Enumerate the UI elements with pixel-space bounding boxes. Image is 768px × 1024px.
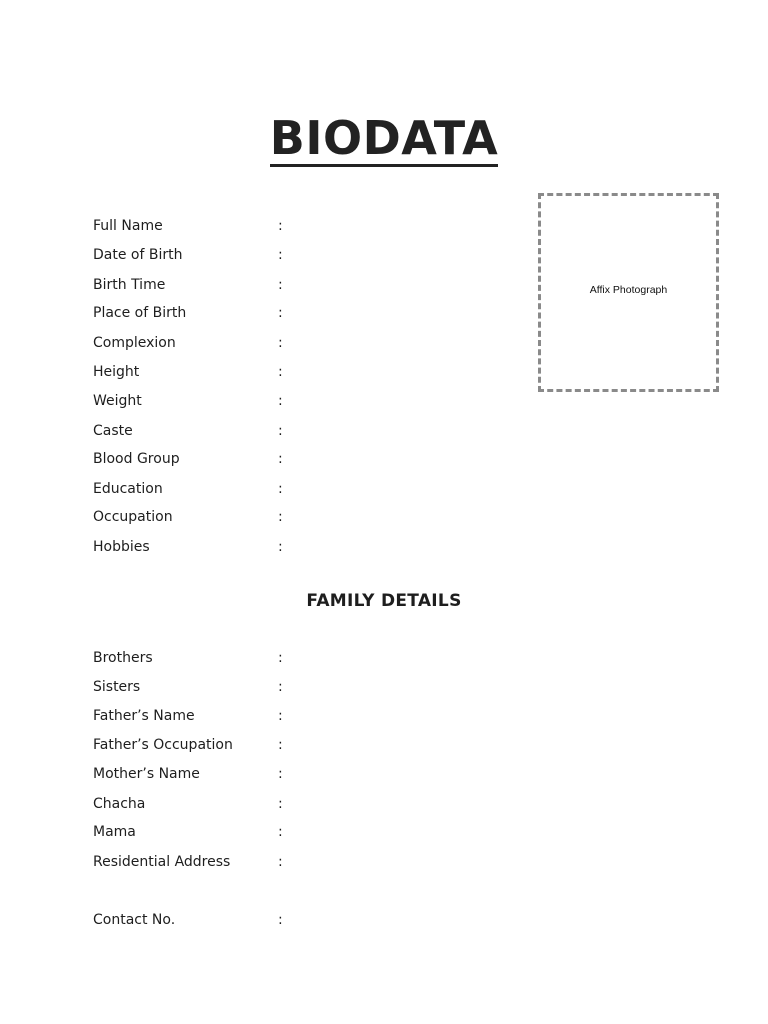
field-row-hobbies [93, 536, 393, 558]
field-label: Father’s Occupation [93, 737, 233, 753]
field-separator: : [278, 912, 283, 928]
field-row-residential-address [93, 851, 393, 873]
field-separator: : [278, 539, 283, 555]
field-separator: : [278, 218, 283, 234]
field-separator: : [278, 824, 283, 840]
field-separator: : [278, 364, 283, 380]
field-label: Brothers [93, 650, 153, 666]
field-separator: : [278, 305, 283, 321]
field-row-brothers [93, 647, 393, 669]
field-separator: : [278, 335, 283, 351]
field-row-complexion [93, 332, 393, 354]
field-row-fathers-occupation [93, 734, 393, 756]
field-label: Occupation [93, 509, 173, 525]
photo-placeholder-label: Affix Photograph [589, 283, 668, 296]
page-title-text: BIODATA [269, 111, 499, 165]
field-label: Mother’s Name [93, 766, 200, 782]
field-separator: : [278, 393, 283, 409]
field-row-chacha [93, 793, 393, 815]
field-row-blood-group [93, 448, 393, 470]
field-row-sisters [93, 676, 393, 698]
field-separator: : [278, 796, 283, 812]
field-separator: : [278, 766, 283, 782]
field-label: Residential Address [93, 854, 231, 870]
field-separator: : [278, 679, 283, 695]
field-separator: : [278, 481, 283, 497]
field-separator: : [278, 708, 283, 724]
field-separator: : [278, 247, 283, 263]
field-row-full-name [93, 215, 393, 237]
field-row-date-of-birth [93, 244, 393, 266]
field-row-contact-no [93, 909, 393, 931]
field-label: Sisters [93, 679, 141, 695]
field-label: Height [93, 364, 140, 380]
field-label: Place of Birth [93, 305, 187, 321]
page-title [0, 113, 768, 167]
field-row-mothers-name [93, 763, 393, 785]
family-details-heading: FAMILY DETAILS [306, 591, 462, 611]
field-row-mama [93, 821, 393, 843]
field-row-weight [93, 390, 393, 412]
field-row-education [93, 478, 393, 500]
field-label: Mama [93, 824, 136, 840]
field-label: Hobbies [93, 539, 150, 555]
field-label: Father’s Name [93, 708, 195, 724]
field-separator: : [278, 277, 283, 293]
field-row-birth-time [93, 274, 393, 296]
field-label: Caste [93, 423, 133, 439]
field-row-place-of-birth [93, 302, 393, 324]
field-label: Blood Group [93, 451, 180, 467]
field-label: Complexion [93, 335, 176, 351]
field-row-fathers-name [93, 705, 393, 727]
field-separator: : [278, 650, 283, 666]
field-label: Education [93, 481, 163, 497]
field-separator: : [278, 451, 283, 467]
field-label: Contact No. [93, 912, 176, 928]
field-label: Chacha [93, 796, 146, 812]
field-label: Weight [93, 393, 142, 409]
field-row-height [93, 361, 393, 383]
field-separator: : [278, 423, 283, 439]
field-separator: : [278, 509, 283, 525]
field-label: Birth Time [93, 277, 166, 293]
field-separator: : [278, 737, 283, 753]
field-row-caste [93, 420, 393, 442]
field-label: Full Name [93, 218, 163, 234]
field-label: Date of Birth [93, 247, 183, 263]
field-row-occupation [93, 506, 393, 528]
photo-placeholder-box [538, 193, 719, 392]
field-separator: : [278, 854, 283, 870]
